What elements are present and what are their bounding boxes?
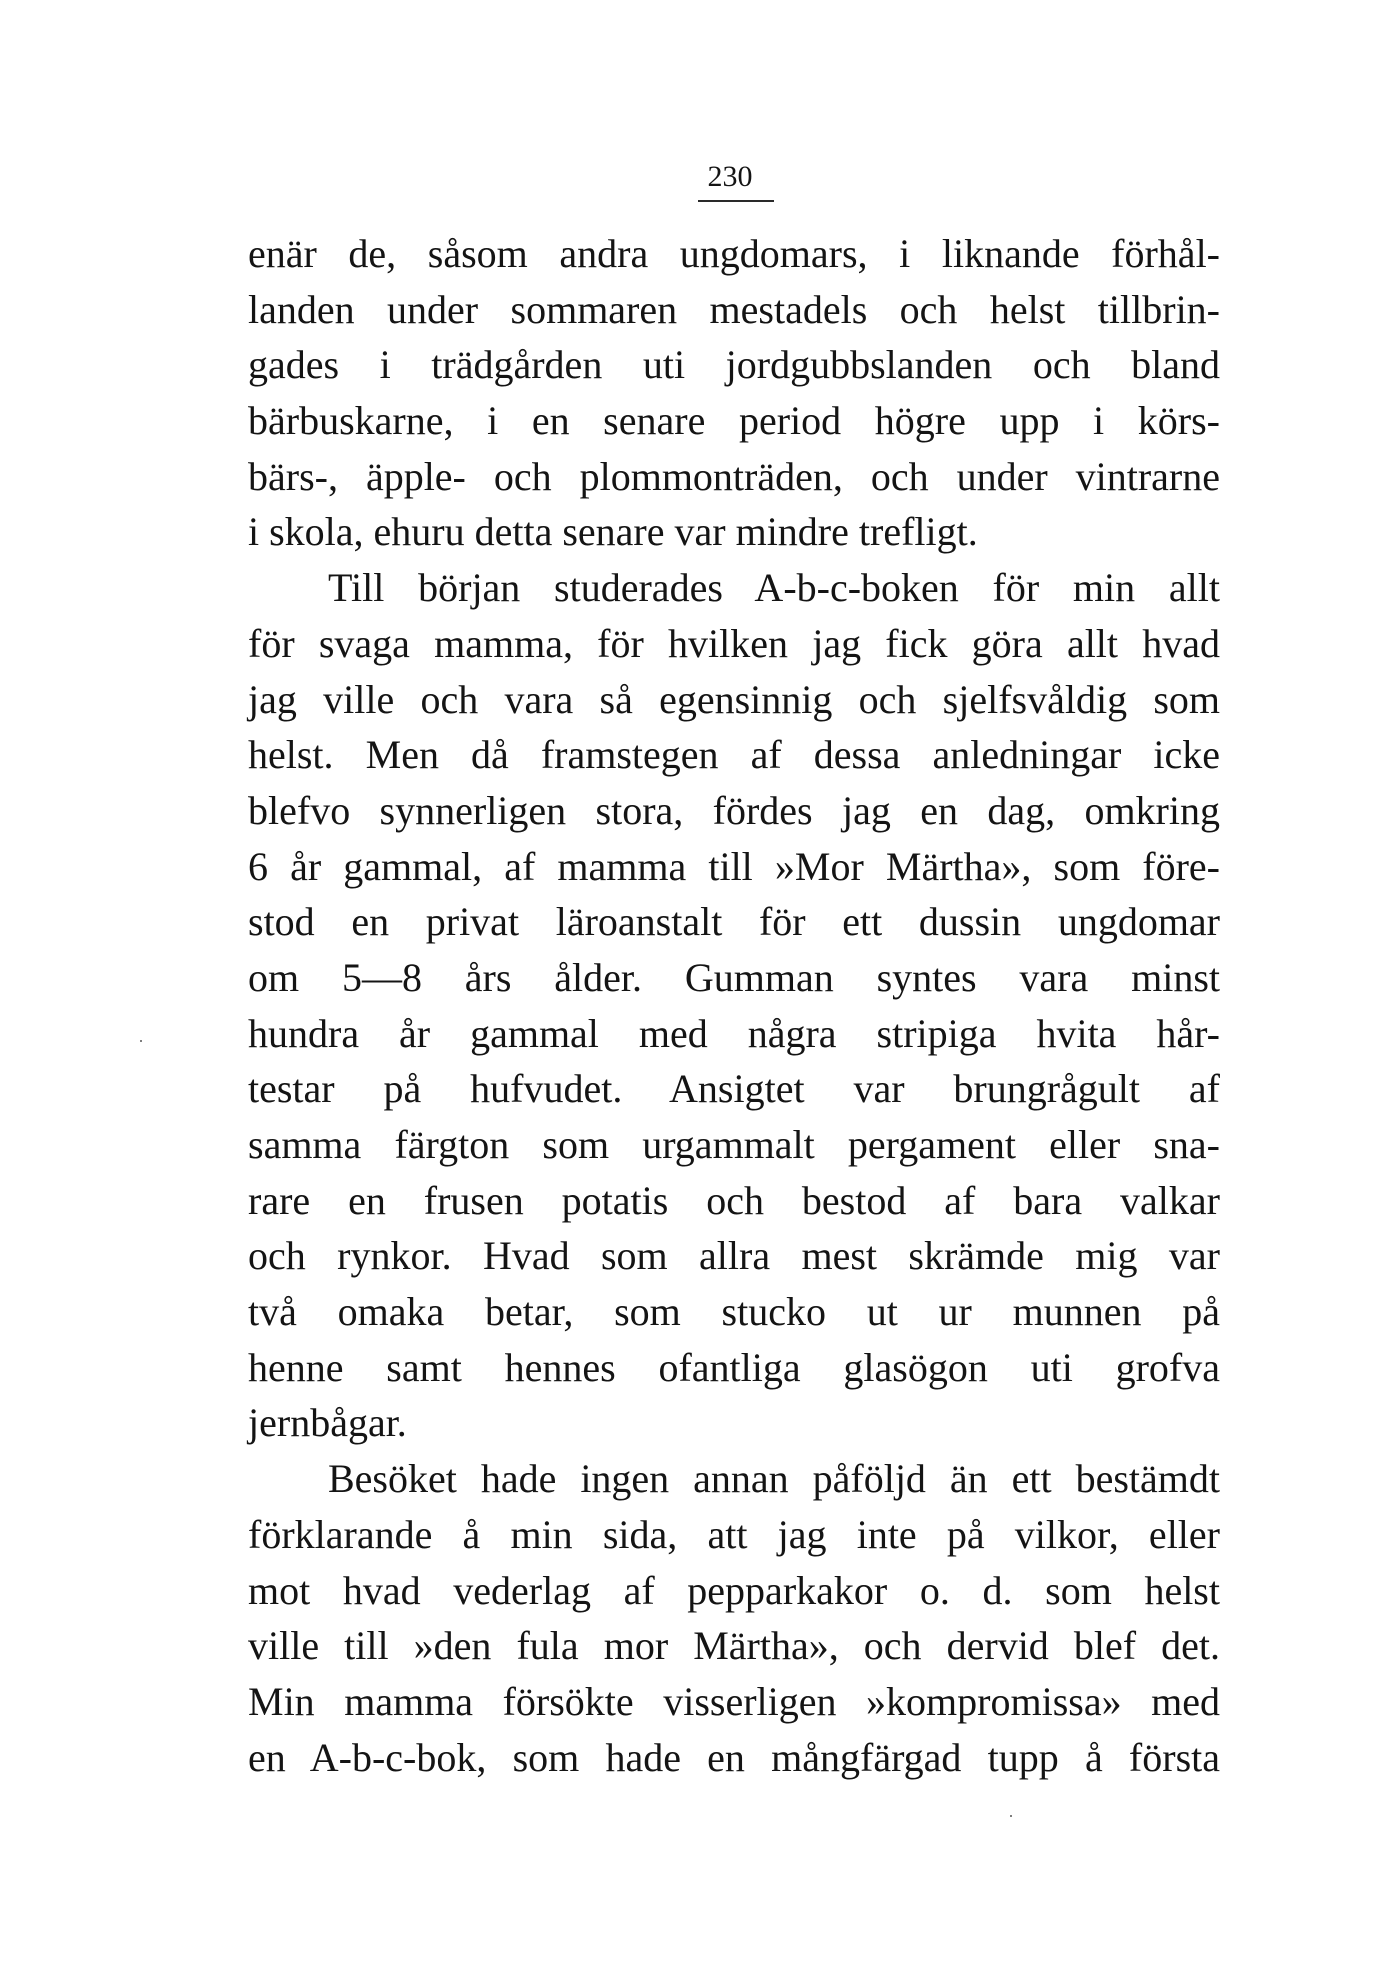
text-line: hundra år gammal med några stripiga hvita hår- [248, 1010, 1220, 1056]
text-line: bärbuskarne, i en senare period högre upp i körs- [248, 398, 1220, 444]
text-line: mot hvad vederlag af pepparkakor o. d. som helst [248, 1567, 1220, 1613]
text-line: Min mamma försökte visserligen »kompromissa» med [248, 1678, 1220, 1724]
text-line: Till början studerades A-b-c-boken för min allt [328, 565, 1220, 611]
text-line: 6 år gammal, af mamma till »Mor Märtha», som före- [248, 843, 1220, 889]
text-line: testar på hufvudet. Ansigtet var brungrågult af [248, 1066, 1220, 1112]
text-line: två omaka betar, som stucko ut ur munnen på [248, 1289, 1220, 1335]
body-text [248, 226, 1220, 1785]
text-line: en A-b-c-bok, som hade en mångfärgad tupp å första [248, 1734, 1220, 1780]
text-line: samma färgton som urgammalt pergament eller sna- [248, 1122, 1220, 1167]
text-line: enär de, såsom andra ungdomars, i liknande förhål- [248, 231, 1220, 276]
text-line: för svaga mamma, för hvilken jag fick göra allt hvad [248, 620, 1220, 666]
text-line: förklarande å min sida, att jag inte på vilkor, eller [248, 1511, 1220, 1557]
text-line: henne samt hennes ofantliga glasögon uti grofva [248, 1344, 1220, 1390]
scan-speck [1010, 1815, 1012, 1817]
text-line: Besöket hade ingen annan påföljd än ett bestämdt [328, 1456, 1220, 1502]
text-line: blefvo synnerligen stora, fördes jag en dag, omkring [248, 787, 1220, 833]
scan-speck [140, 1040, 142, 1042]
text-line: om 5—8 års ålder. Gumman syntes vara minst [248, 954, 1220, 1000]
text-line: bärs-, äpple- och plommonträden, och under vintrarne [248, 453, 1220, 499]
header-rule [698, 200, 774, 202]
text-line: jag ville och vara så egensinnig och sjelfsvåldig som [248, 676, 1220, 722]
text-line: jernbågar. [248, 1400, 407, 1446]
text-line: stod en privat läroanstalt för ett dussin ungdomar [248, 899, 1220, 945]
text-line: gades i trädgården uti jordgubbslanden och bland [248, 342, 1220, 388]
text-line: i skola, ehuru detta senare var mindre trefligt. [248, 509, 978, 555]
page-number: 230 [707, 160, 753, 193]
text-line: och rynkor. Hvad som allra mest skrämde mig var [248, 1233, 1220, 1279]
text-line: rare en frusen potatis och bestod af bara valkar [248, 1177, 1220, 1223]
text-line: helst. Men då framstegen af dessa anledningar icke [248, 732, 1220, 778]
text-line: landen under sommaren mestadels och helst tillbrin- [248, 286, 1220, 332]
text-line: ville till »den fula mor Märtha», och dervid blef det. [248, 1623, 1220, 1669]
